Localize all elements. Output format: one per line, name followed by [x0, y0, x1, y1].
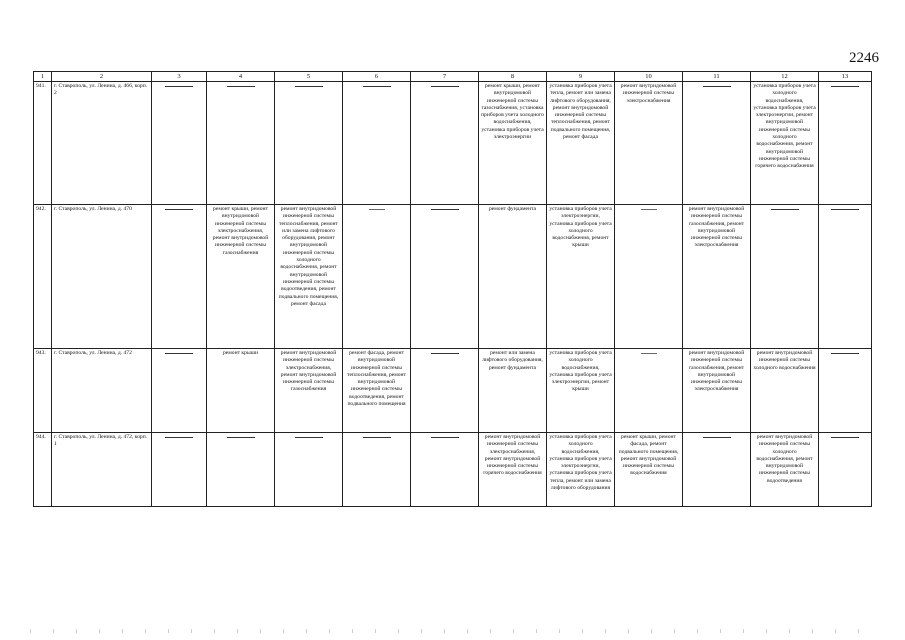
- dash-mark: [165, 353, 193, 354]
- dash-mark: [363, 86, 391, 87]
- empty-cell: [152, 349, 207, 433]
- row-number: 942.: [34, 205, 52, 349]
- work-cell: ремонт внутридомовой инженерной системы газоснабжения, ремонт внутридомовой инженерной системы электроснабжения: [683, 349, 751, 433]
- address-cell: г. Ставрополь, ул. Ленина, д. 472, корп. 1: [52, 433, 152, 507]
- column-header: 7: [411, 72, 479, 82]
- work-cell: установка приборов учета холодного водоснабжения, установка приборов учета электроэнергии, ремонт крыши: [547, 349, 615, 433]
- page-number: 2246: [849, 50, 879, 66]
- column-header: 11: [683, 72, 751, 82]
- empty-cell: [343, 433, 411, 507]
- dash-mark: [431, 353, 459, 354]
- column-header: 8: [479, 72, 547, 82]
- empty-cell: [411, 433, 479, 507]
- empty-cell: [275, 82, 343, 205]
- column-header: 6: [343, 72, 411, 82]
- column-header: 2: [52, 72, 152, 82]
- empty-cell: [615, 205, 683, 349]
- empty-cell: [275, 433, 343, 507]
- empty-cell: [819, 82, 872, 205]
- dash-mark: [831, 437, 859, 438]
- empty-cell: [152, 205, 207, 349]
- dash-mark: [703, 437, 731, 438]
- dash-mark: [641, 353, 657, 354]
- dash-mark: [369, 209, 385, 210]
- work-cell: ремонт фасада, ремонт внутридомовой инженерной системы теплоснабжения, ремонт внутридомовой инженерной системы водоотведения, ремонт подвального помещения: [343, 349, 411, 433]
- work-cell: установка приборов учета электроэнергии, установка приборов учета холодного водоснабжения, ремонт крыши: [547, 205, 615, 349]
- row-number: 941.: [34, 82, 52, 205]
- work-cell: ремонт крыши, ремонт фасада, ремонт подвального помещения, ремонт внутридомовой инженерной системы водоснабжения: [615, 433, 683, 507]
- empty-cell: [819, 349, 872, 433]
- work-cell: ремонт крыши: [207, 349, 275, 433]
- column-header: 3: [152, 72, 207, 82]
- table-row: [34, 433, 872, 507]
- repair-schedule-table: [33, 71, 872, 507]
- address-cell: г. Ставрополь, ул. Ленина, д. 466, корп. 2: [52, 82, 152, 205]
- column-header: 12: [751, 72, 819, 82]
- dash-mark: [165, 437, 193, 438]
- dash-mark: [295, 86, 323, 87]
- column-header: 13: [819, 72, 872, 82]
- dash-mark: [227, 86, 255, 87]
- address-cell: г. Ставрополь, ул. Ленина, д. 470: [52, 205, 152, 349]
- dash-mark: [703, 86, 731, 87]
- empty-cell: [819, 433, 872, 507]
- empty-cell: [683, 433, 751, 507]
- empty-cell: [819, 205, 872, 349]
- empty-cell: [411, 205, 479, 349]
- address-cell: г. Ставрополь, ул. Ленина, д. 472: [52, 349, 152, 433]
- empty-cell: [207, 433, 275, 507]
- empty-cell: [411, 349, 479, 433]
- work-cell: ремонт фундамента: [479, 205, 547, 349]
- empty-cell: [207, 82, 275, 205]
- dash-mark: [165, 209, 193, 210]
- dash-mark: [831, 353, 859, 354]
- column-header: 1: [34, 72, 52, 82]
- work-cell: ремонт внутридомовой инженерной системы электроснабжения: [615, 82, 683, 205]
- work-cell: установка приборов учета холодного водоснабжения, установка приборов учета электроэнергии, ремонт внутридомовой инженерной системы холодного водоснабжения, ремонт внутридомовой инженерной системы горячего водоснабжения: [751, 82, 819, 205]
- work-cell: ремонт внутридомовой инженерной системы холодного водоснабжения: [751, 349, 819, 433]
- empty-cell: [683, 82, 751, 205]
- table-row: [34, 349, 872, 433]
- header-row: [34, 72, 872, 82]
- dash-mark: [831, 209, 859, 210]
- work-cell: ремонт внутридомовой инженерной системы электроснабжения, ремонт внутридомовой инженерной системы горячего водоснабжения: [479, 433, 547, 507]
- dash-mark: [641, 209, 657, 210]
- dash-mark: [227, 437, 255, 438]
- row-number: 943.: [34, 349, 52, 433]
- table-row: [34, 205, 872, 349]
- dash-mark: [363, 437, 391, 438]
- empty-cell: [152, 433, 207, 507]
- column-header: 4: [207, 72, 275, 82]
- scan-artifact-line: [30, 629, 880, 633]
- dash-mark: [771, 209, 799, 210]
- dash-mark: [165, 86, 193, 87]
- empty-cell: [615, 349, 683, 433]
- empty-cell: [343, 205, 411, 349]
- column-header: 9: [547, 72, 615, 82]
- work-cell: ремонт внутридомовой инженерной системы электроснабжения, ремонт внутридомовой инженерной системы газоснабжения: [275, 349, 343, 433]
- dash-mark: [431, 437, 459, 438]
- work-cell: ремонт внутридомовой инженерной системы газоснабжения, ремонт внутридомовой инженерной системы электроснабжения: [683, 205, 751, 349]
- row-number: 944.: [34, 433, 52, 507]
- dash-mark: [431, 86, 459, 87]
- empty-cell: [343, 82, 411, 205]
- work-cell: ремонт крыши, ремонт внутридомовой инженерной системы электроснабжения, ремонт внутридомовой инженерной системы газоснабжения: [207, 205, 275, 349]
- work-cell: ремонт внутридомовой инженерной системы холодного водоснабжения, ремонт внутридомовой инженерной системы водоотведения: [751, 433, 819, 507]
- column-header: 5: [275, 72, 343, 82]
- dash-mark: [831, 86, 859, 87]
- work-cell: установка приборов учета тепла, ремонт или замена лифтового оборудования, ремонт внутридомовой инженерной системы теплоснабжения, ремонт подвального помещения, ремонт фасада: [547, 82, 615, 205]
- column-header: 10: [615, 72, 683, 82]
- dash-mark: [431, 209, 459, 210]
- table-row: [34, 82, 872, 205]
- work-cell: установка приборов учета холодного водоснабжения, установка приборов учета электроэнергии, установка приборов учета тепла, ремонт или замена лифтового оборудования: [547, 433, 615, 507]
- dash-mark: [295, 437, 323, 438]
- empty-cell: [152, 82, 207, 205]
- empty-cell: [411, 82, 479, 205]
- work-cell: ремонт крыши, ремонт внутридомовой инженерной системы газоснабжения, установка приборов учета холодного водоснабжения, установка приборов учета электроэнергии: [479, 82, 547, 205]
- work-cell: ремонт или замена лифтового оборудования, ремонт фундамента: [479, 349, 547, 433]
- work-cell: ремонт внутридомовой инженерной системы теплоснабжения, ремонт или замена лифтового оборудования, ремонт внутридомовой инженерной системы холодного водоснабжения, ремонт внутридомовой инженерной системы водоотведения, ремонт подвального помещения, ремонт фасада: [275, 205, 343, 349]
- empty-cell: [751, 205, 819, 349]
